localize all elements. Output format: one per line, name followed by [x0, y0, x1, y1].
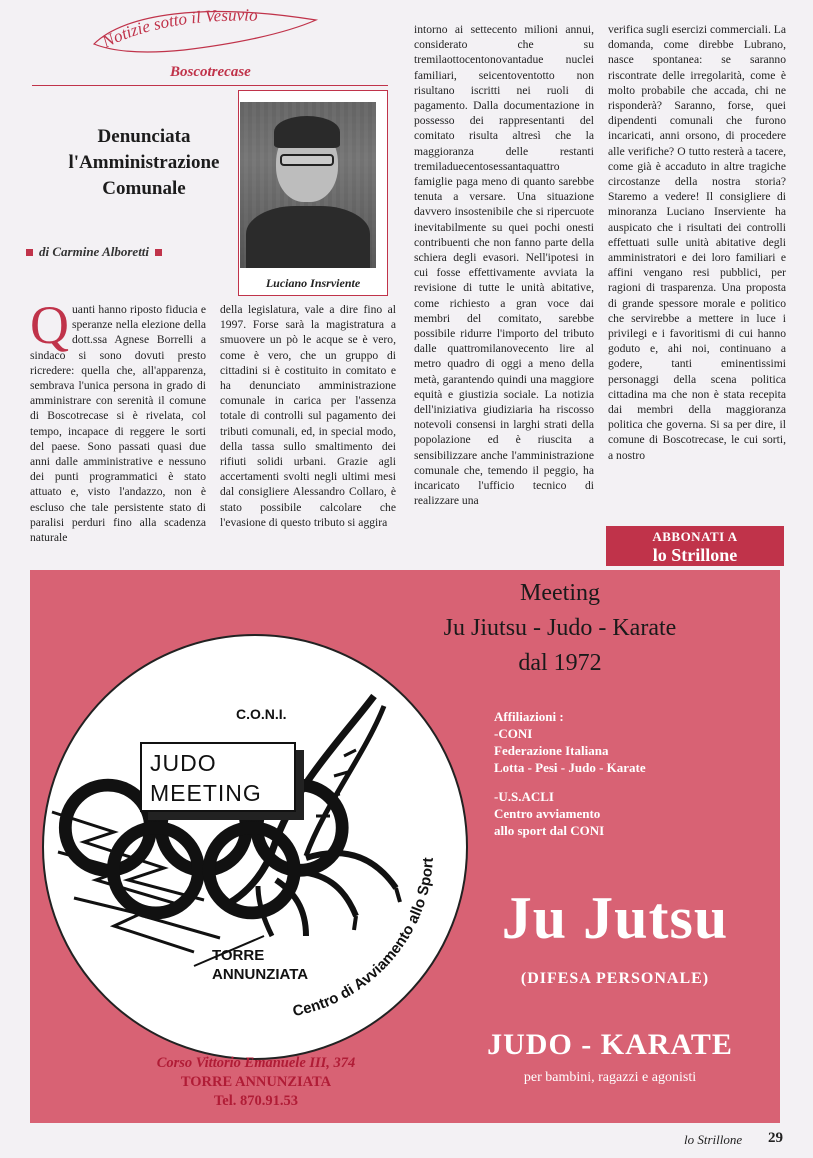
- section-stamp: [84, 4, 324, 58]
- ad-title-line: Meeting: [520, 580, 600, 606]
- arc-text-ring: [44, 636, 468, 1060]
- page-number: 29: [768, 1130, 783, 1146]
- affiliations-list: [494, 708, 774, 839]
- footer-publication: lo Strillone: [684, 1132, 743, 1147]
- headline-line: Denunciata: [97, 126, 191, 147]
- headline-line: Comunale: [102, 178, 186, 199]
- logo-line: JUDO: [150, 750, 217, 776]
- article-column-4: verifica sugli esercizi commerciali. La domanda, come direbbe Lubrano, nasce spontanea: se saranno riscontrate delle irregolarità, come è molto probabile che accada, chi ne risponderà? Saranno, forse, quei dipendenti comunali che furono incaricati, anni orsono, di procedere alle verifiche? O tutto resterà a tacere, come già è accaduto in altre tragiche circostanze della nostra storia? Staremo a vedere! Il consigliere di minoranza Luciano Inserviente ha auspicato che i risultati dei controlli effettuati sulle unità abitative degli amministratori e dei loro familiari e affini vengano resi pubblici, per ragioni di trasparenza. Una proposta di grande spessore morale e politico che servirebbe a mettere in luce i privilegi e i favoritismi di cui hanno goduto e, ahi noi, continuano a godere, tanti eminentissimi personaggi della scena politica cittadina ma che non è stata recepita dai membri della maggioranza politica che governa. Si sa per dire, il comune di Boscotrecase, le cui sorti, a nostro: [608, 23, 786, 462]
- bullet-square-icon: [26, 249, 33, 256]
- column-text: uanti hanno riposto fiducia e speranze nella elezione della dott.ssa Agnese Borrelli a sindaco si sono dovuti presto ricredere: quella che, all'apparenza, sembrava l'unica persona in grado di amministrare con serenità il comune di Boscotrecase si è rivelata, col tempo, incapace di reggere le sorti del paese. Sono passati quasi due anni dalle amministrative e nessuno dei punti programmatici è stato attuato e, visto l'andazzo, non è escluso che tale persistente stato di paralisi perduri fino alla scadenza naturale: [30, 303, 206, 545]
- ad-title-line: Ju Jiutsu - Judo - Karate: [443, 615, 677, 641]
- article-column-3: intorno ai settecento milioni annui, considerato che su tremilaottocentonovantadue nuclei familiari, seicentoventotto non risultano iscritti nei ruoli di pagamento. Dalla documentazione in possesso dei rappresentanti del comitato risulta altresì che la maggioranza delle restanti tremiladuecentosessantaquattro famiglie paga meno di quanto sarebbe tenuta a versare. Una situazione davvero insostenibile che si ripercuote inevitabilmente su quei pochi onesti contribuenti che non fanno parte della schiera degli evasori. Nell'ipotesi in cui fosse effettivamente avviata la revisione di tutte le unità abitative, come richiesto a gran voce dai membri del comitato, sarebbe possibile ridurre l'importo del tributo dalle quattromilanovecento lire al metro quadro di oggi a meno della metà, garantendo quindi una maggiore equità e giustizia sociale. La notizia dell'iniziativa giudiziaria ha riscosso notevoli consensi in larghi strati della popolazione ed è riuscita a sensibilizzare anche l'amministrazione comunale che, temendo il peggio, ha incaricato l'ufficio tecnico di realizzare una: [414, 23, 594, 508]
- coni-label: C.O.N.I.: [236, 706, 287, 722]
- article-column-1: [30, 302, 206, 570]
- article-byline: [26, 244, 226, 260]
- author-photo-frame: [238, 90, 388, 296]
- affiliation-line: Lotta - Pesi - Judo - Karate: [494, 760, 646, 775]
- article-headline: [44, 124, 244, 202]
- address-line: Tel. 870.91.53: [213, 1093, 299, 1109]
- section-divider: [32, 85, 388, 86]
- affiliation-line: -CONI: [494, 726, 533, 741]
- logo-city-line: ANNUNZIATA: [212, 966, 309, 983]
- address-line: Corso Vittorio Emanuele III, 374: [156, 1055, 356, 1071]
- affiliation-line: allo sport dal CONI: [494, 823, 605, 838]
- judo-meeting-logo: [42, 634, 468, 1060]
- affiliation-line: -U.S.ACLI: [494, 789, 554, 804]
- section-name: Boscotrecase: [170, 64, 251, 80]
- subscribe-line-2: lo Strillone: [652, 545, 738, 565]
- ad-title-line: dal 1972: [518, 650, 602, 676]
- advertisement: [30, 570, 780, 1123]
- byline-text: di Carmine Alboretti: [39, 244, 150, 259]
- portrait-photo: [240, 102, 376, 268]
- svg-text:Centro di Avviamento allo Spor: [291, 857, 437, 1020]
- stamp-text: Notizie sotto il Vesuvio: [99, 5, 258, 52]
- subscribe-line-1: ABBONATI A: [652, 529, 738, 544]
- address-line: TORRE ANNUNZIATA: [180, 1074, 332, 1090]
- gym-address: [126, 1054, 386, 1111]
- arc-text: Centro di Avviamento allo Sport: [291, 856, 437, 1021]
- ju-jutsu-heading: Ju Jutsu: [501, 885, 729, 951]
- affiliation-line: Affiliazioni :: [494, 709, 564, 724]
- target-audience: per bambini, ragazzi e agonisti: [523, 1070, 697, 1085]
- photo-caption: Luciano Insrviente: [265, 276, 361, 290]
- subscribe-banner: [606, 526, 784, 566]
- drop-cap: Q: [30, 302, 69, 355]
- difesa-subheading: (DIFESA PERSONALE): [520, 970, 710, 987]
- affiliation-line: Federazione Italiana: [494, 743, 609, 758]
- ad-title: [390, 576, 730, 681]
- logo-city-line: TORRE: [212, 947, 265, 964]
- bullet-square-icon: [155, 249, 162, 256]
- judo-karate-heading: JUDO - KARATE: [487, 1028, 733, 1061]
- headline-line: l'Amministrazione: [68, 152, 220, 173]
- logo-line: MEETING: [150, 780, 262, 806]
- stamp-banner-icon: [84, 4, 324, 58]
- svg-text:Notizie sotto il Vesuvio: [98, 6, 258, 52]
- affiliation-line: Centro avviamento: [494, 806, 601, 821]
- article-column-2: della legislatura, vale a dire fino al 1997. Forse sarà la magistratura a smuovere un pò le acque se è vero, come è vero, che un gruppo di cittadini si è costituito in comitato e ha denunciato amministrazione comunale in carica per l'assenza totale di controlli sul pagamento dei tributi comunali, ed, in special modo, della tassa sullo smaltimento dei rifiuti solidi urbani. Grazie agli accertamenti svolti negli ultimi mesi dal consigliere Alessandro Collaro, è stato possibile calcolare che l'evasione di questo tributo si aggira: [220, 303, 396, 529]
